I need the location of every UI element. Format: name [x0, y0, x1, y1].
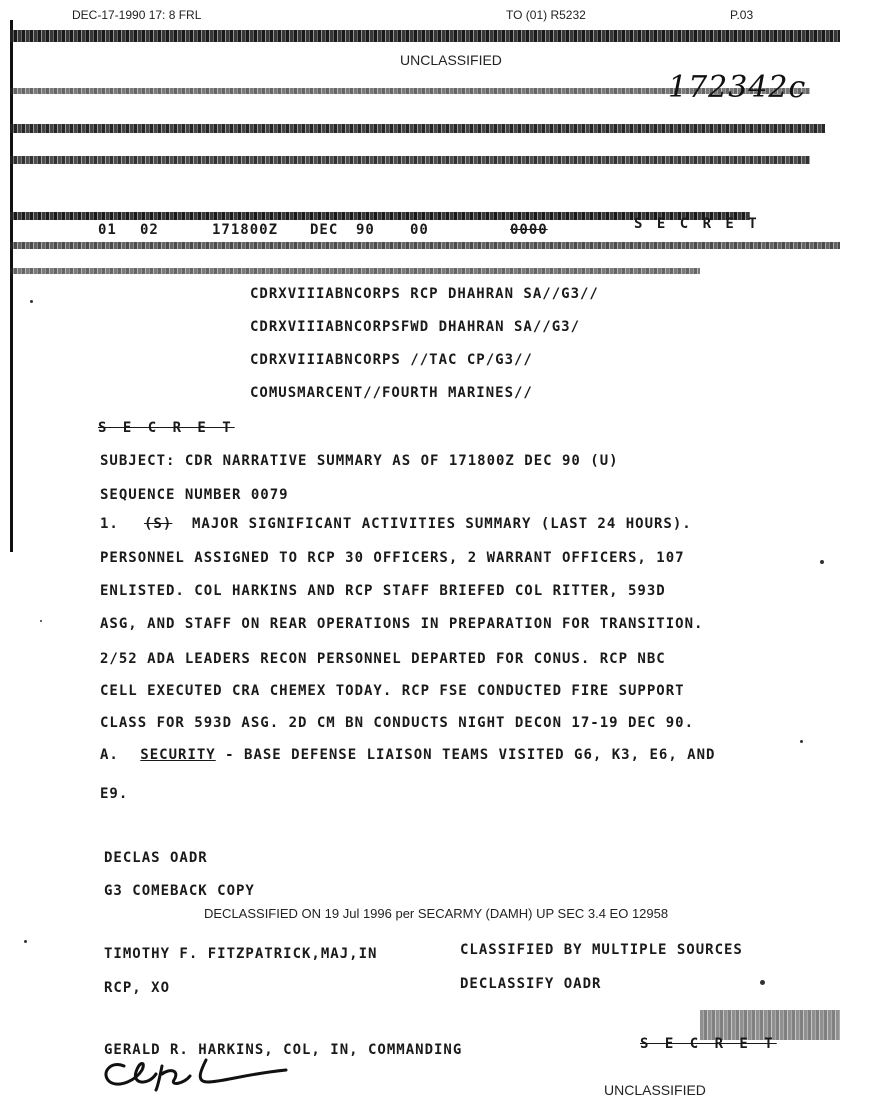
classified-by: CLASSIFIED BY MULTIPLE SOURCES [460, 942, 743, 958]
drafter-office: RCP, XO [104, 980, 171, 996]
addressee-2: CDRXVIIIABNCORPSFWD DHAHRAN SA//G3/ [250, 319, 581, 335]
scan-edge-line [10, 20, 13, 552]
scan-speck [820, 560, 824, 564]
para-a-continuation: E9. [100, 786, 129, 802]
body-line-4: 2/52 ADA LEADERS RECON PERSONNEL DEPARTED FOR CONUS. RCP NBC [100, 651, 666, 667]
dtg-seq-a: 01 [98, 222, 117, 238]
body-line-2: ENLISTED. COL HARKINS AND RCP STAFF BRIEFED COL RITTER, 593D [100, 583, 666, 599]
fax-header-page: P.03 [730, 8, 754, 22]
scan-noise-band [10, 124, 825, 133]
para1-mark: (S) [144, 516, 173, 532]
handwritten-number: 172342c [668, 70, 807, 105]
para-a-label: A. [100, 747, 119, 763]
classification-bottom: UNCLASSIFIED [604, 1082, 706, 1098]
addressee-1: CDRXVIIIABNCORPS RCP DHAHRAN SA//G3// [250, 286, 599, 302]
classification-top: UNCLASSIFIED [400, 52, 502, 68]
classification-bottom-struck: S E C R E T [640, 1036, 777, 1052]
scan-noise-band [10, 268, 700, 274]
scan-speck [800, 740, 803, 743]
classification-dtg: S E C R E T [634, 216, 760, 232]
body-line-6: CLASS FOR 593D ASG. 2D CM BN CONDUCTS NIGHT DECON 17-19 DEC 90. [100, 715, 695, 731]
declassified-stamp: DECLASSIFIED ON 19 Jul 1996 per SECARMY (DAMH) UP SEC 3.4 EO 12958 [204, 906, 669, 921]
addressee-4: COMUSMARCENT//FOURTH MARINES// [250, 385, 533, 401]
scan-speck [760, 980, 765, 985]
para-a-line [100, 747, 715, 763]
para1-title: MAJOR SIGNIFICANT ACTIVITIES SUMMARY (LAST 24 HOURS). [192, 516, 692, 532]
scan-speck [40, 620, 42, 622]
declas-line: DECLAS OADR [104, 850, 208, 866]
declassify-oadr: DECLASSIFY OADR [460, 976, 602, 992]
scan-noise-band [10, 156, 810, 164]
addressee-3: CDRXVIIIABNCORPS //TAC CP/G3// [250, 352, 533, 368]
body-line-1: PERSONNEL ASSIGNED TO RCP 30 OFFICERS, 2 WARRANT OFFICERS, 107 [100, 550, 685, 566]
dtg-mark: 0000 [510, 222, 548, 238]
scan-speck [30, 300, 33, 303]
body-line-3: ASG, AND STAFF ON REAR OPERATIONS IN PREPARATION FOR TRANSITION. [100, 616, 704, 632]
subject-line: SUBJECT: CDR NARRATIVE SUMMARY AS OF 171800Z DEC 90 (U) [100, 453, 619, 469]
drafter-name: TIMOTHY F. FITZPATRICK,MAJ,IN [104, 946, 378, 962]
comeback-copy: G3 COMEBACK COPY [104, 883, 255, 899]
fax-header-date: DEC-17-1990 17: 8 FRL [72, 8, 202, 22]
dtg-datetime: 171800Z [212, 222, 279, 238]
sequence-number: SEQUENCE NUMBER 0079 [100, 487, 289, 503]
para-a-heading: SECURITY [140, 747, 216, 763]
dtg-seq-b: 02 [140, 222, 159, 238]
scan-noise-band [10, 242, 840, 249]
signature-mark [96, 1052, 316, 1092]
dtg-month: DEC [310, 222, 339, 238]
scan-noise-band [10, 30, 840, 42]
fax-header-to: TO (01) R5232 [506, 8, 586, 22]
scan-speck [24, 940, 27, 943]
classification-struck: S E C R E T [98, 420, 235, 436]
dtg-year: 90 [356, 222, 375, 238]
para-a-text: - BASE DEFENSE LIAISON TEAMS VISITED G6, K3, E6, AND [215, 747, 716, 763]
body-line-5: CELL EXECUTED CRA CHEMEX TODAY. RCP FSE CONDUCTED FIRE SUPPORT [100, 683, 685, 699]
releaser-name: GERALD R. HARKINS, COL, IN, COMMANDING [104, 1042, 463, 1058]
dtg-code: 00 [410, 222, 429, 238]
para1-number: 1. [100, 516, 119, 532]
